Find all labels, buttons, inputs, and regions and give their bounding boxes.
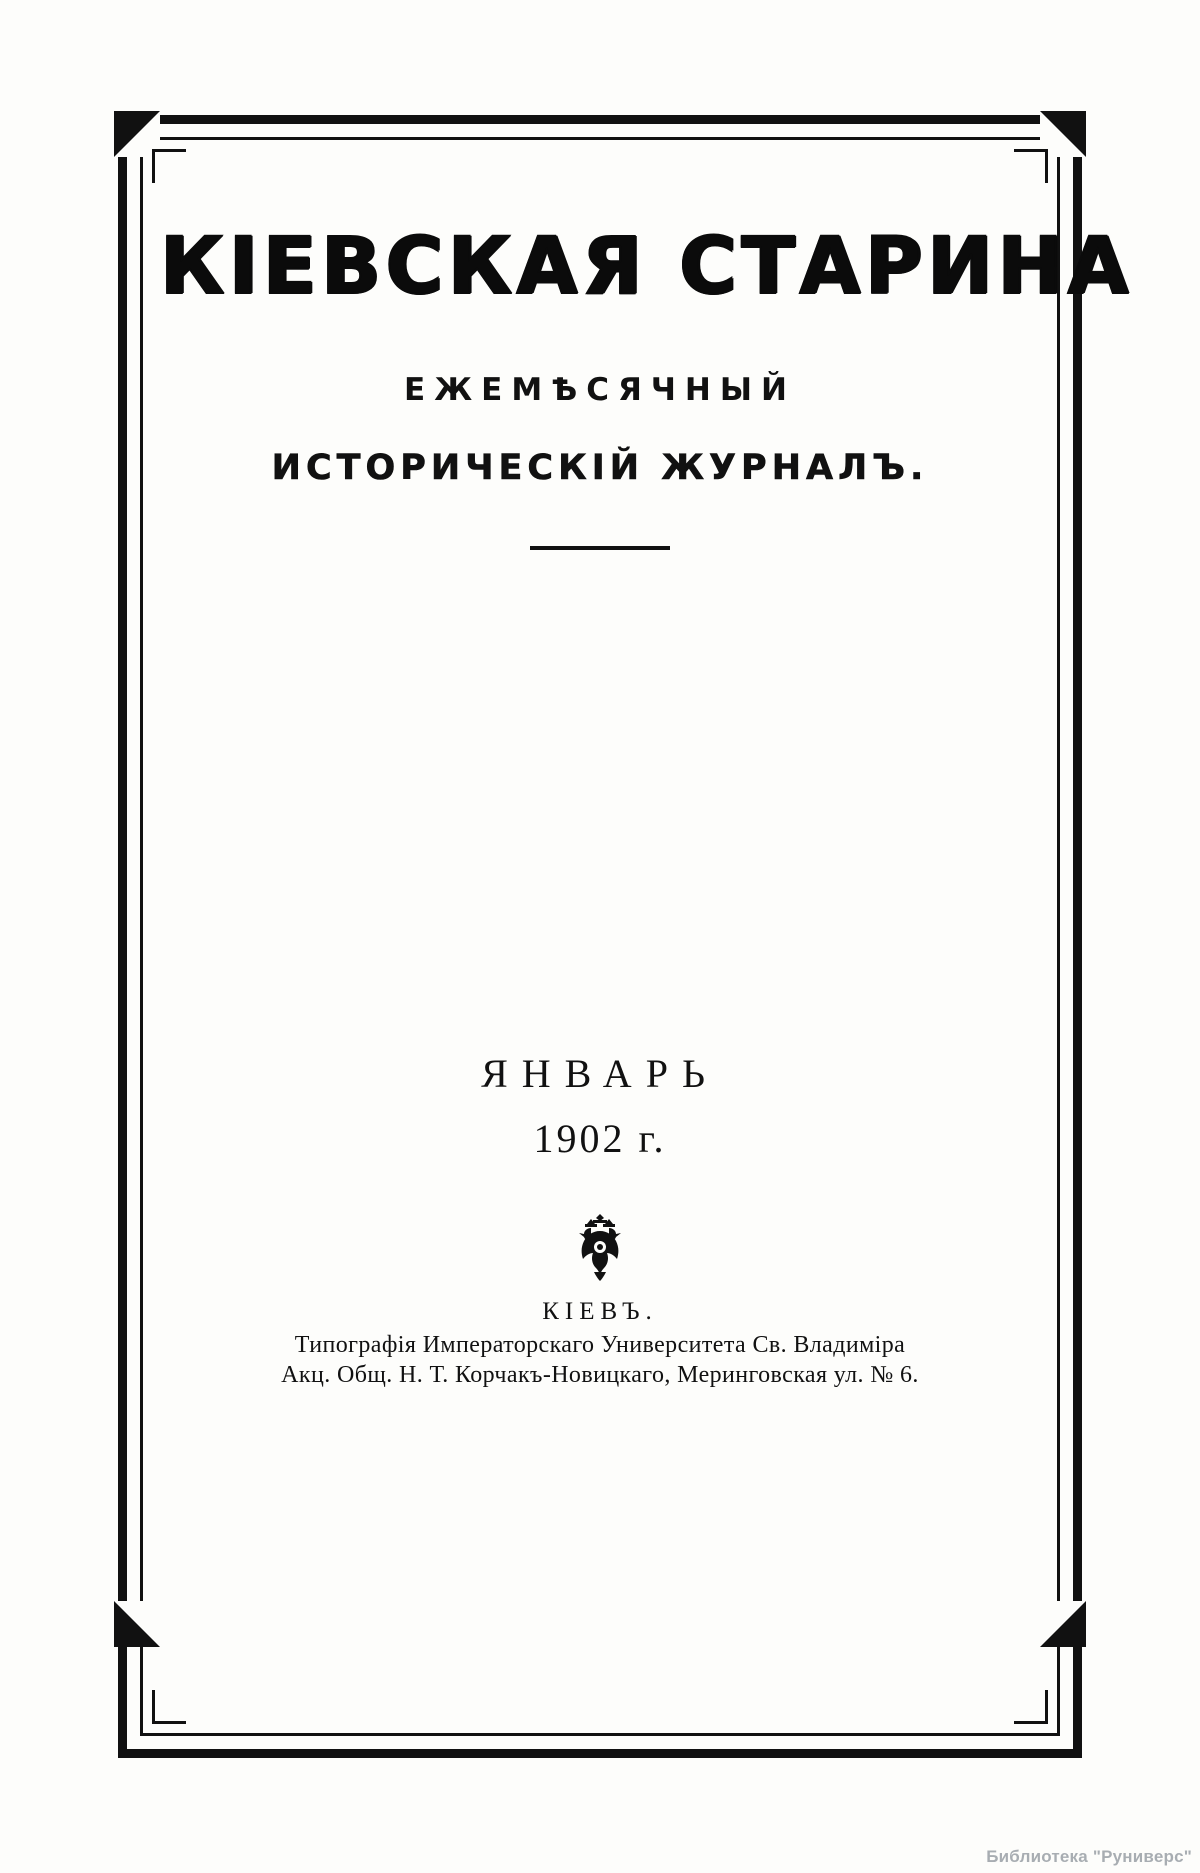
imprint-city: КІЕВЪ.	[542, 1298, 658, 1325]
imprint-publisher: Типографія Императорскаго Университета Св. Владиміра	[294, 1332, 906, 1358]
journal-subtitle-periodicity: ЕЖЕМѢСЯЧНЫЙ	[404, 372, 796, 408]
issue-month: ЯНВАРЬ	[481, 1051, 719, 1096]
journal-subtitle-type: ИСТОРИЧЕСКІЙ ЖУРНАЛЪ.	[271, 448, 929, 488]
issue-year: 1902 г.	[533, 1116, 667, 1161]
horizontal-rule-divider	[530, 546, 670, 550]
library-watermark: Библиотека "Руниверс"	[986, 1847, 1192, 1866]
frame-corner-bottom-right-ornament	[1040, 1601, 1086, 1647]
journal-title: КІЕВСКАЯ СТАРИНА	[160, 222, 1134, 312]
frame-corner-bottom-left-ornament	[114, 1601, 160, 1647]
title-page-content	[160, 160, 1134, 1715]
double-headed-eagle-emblem	[563, 1214, 637, 1288]
imprint-address: Акц. Общ. Н. Т. Корчакъ-Новицкаго, Меринговская ул. № 6.	[281, 1362, 919, 1388]
